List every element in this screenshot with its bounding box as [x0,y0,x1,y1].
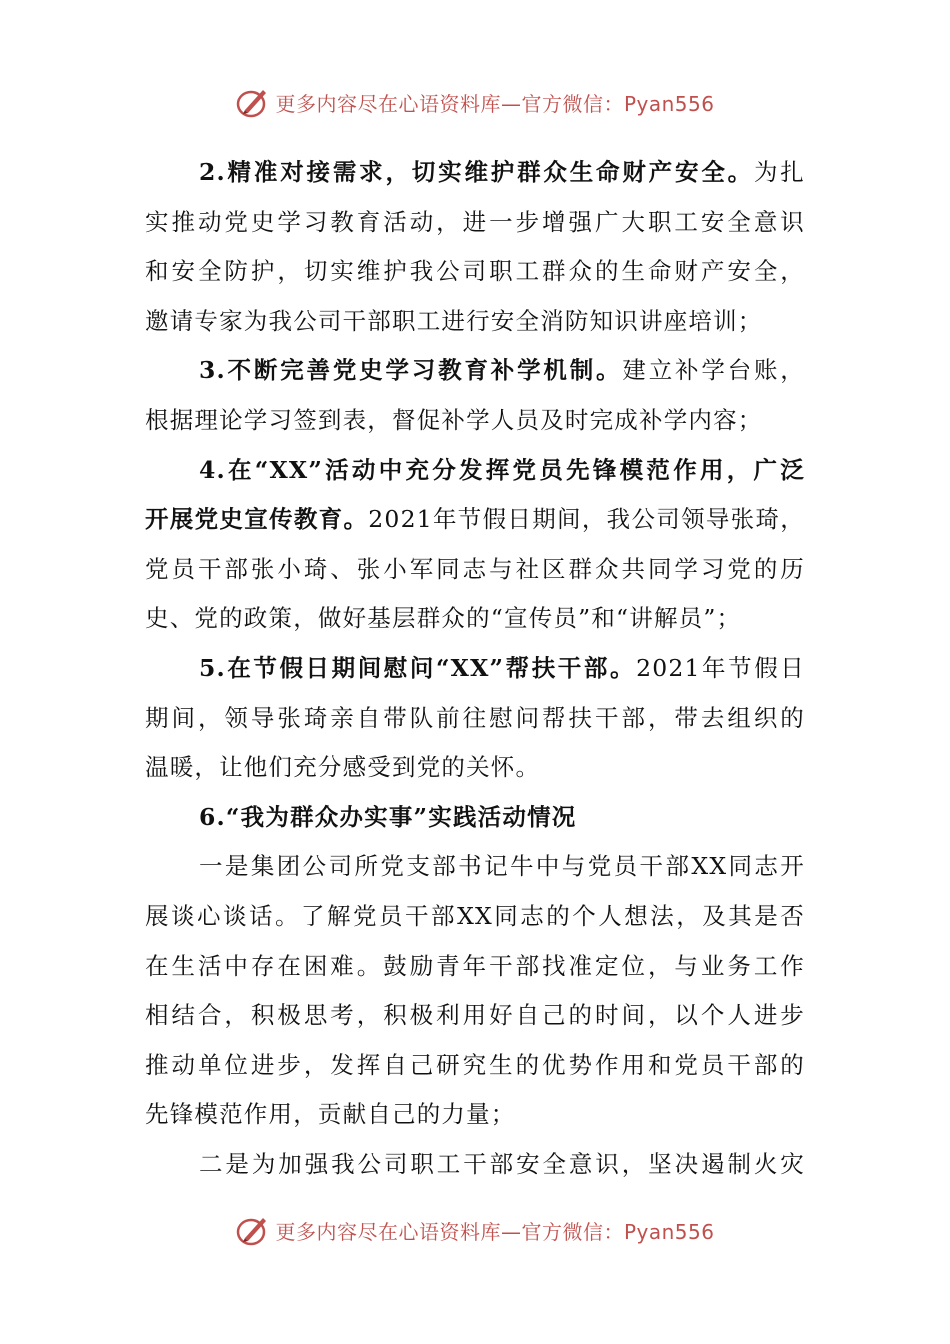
text-line [145,545,805,595]
bold-heading-text: 2.精准对接需求，切实维护群众生命财产安全。 [199,158,754,186]
body-text: 期间，领导张琦亲自带队前往慰问帮扶干部，带去组织的 [145,703,805,732]
body-text: 史、党的政策，做好基层群众的“宣传员”和“讲解员”； [145,604,742,633]
text-line [145,495,805,545]
footer-watermark-banner [0,1210,950,1250]
header-banner-text: 更多内容尽在心语资料库—官方微信：Pyan556 [275,91,715,116]
bold-heading-text: 5.在节假日期间慰问“XX”帮扶干部。 [199,653,637,682]
body-text: 二是为加强我公司职工干部安全意识，坚决遏制火灾 [199,1149,805,1178]
text-line [145,1041,805,1091]
text-line [145,1090,805,1140]
body-text: 展谈心谈话。了解党员干部XX同志的个人想法，及其是否 [145,901,805,930]
text-line [145,346,805,396]
text-line [145,793,805,843]
text-line [145,247,805,297]
body-text: 先锋模范作用，贡献自己的力量； [145,1100,516,1129]
text-line [145,694,805,744]
body-text: 邀请专家为我公司干部职工进行安全消防知识讲座培训； [145,306,763,335]
header-watermark-banner [0,82,950,122]
text-line [145,991,805,1041]
body-text: 和安全防护，切实维护我公司职工群众的生命财产安全， [145,257,805,286]
footer-banner-text: 更多内容尽在心语资料库—官方微信：Pyan556 [275,1219,715,1244]
text-line [145,148,805,198]
pen-circle-logo-icon [235,84,271,120]
body-text: 在生活中存在困难。鼓励青年干部找准定位，与业务工作 [145,951,805,980]
body-text: 一是集团公司所党支部书记牛中与党员干部XX同志开 [199,852,805,881]
text-line [145,1140,805,1190]
text-line [145,942,805,992]
body-text: 根据理论学习签到表，督促补学人员及时完成补学内容； [145,405,763,434]
document-body [145,148,805,1189]
body-text: 党员干部张小琦、张小军同志与社区群众共同学习党的历 [145,554,805,583]
bold-heading-text: 6.“我为群众办实事”实践活动情况 [199,802,577,831]
body-text: 建立补学台账， [622,356,805,385]
bold-heading-text: 开展党史宣传教育。 [145,505,369,534]
text-line [145,842,805,892]
body-text: 2021年节假日 [636,653,805,682]
body-text: 为扎 [753,158,805,186]
body-text: 温暖，让他们充分感受到党的关怀。 [145,753,541,782]
text-line [145,396,805,446]
body-text: 推动单位进步，发挥自己研究生的优势作用和党员干部的 [145,1050,805,1079]
body-text: 相结合，积极思考，积极利用好自己的时间，以个人进步 [145,1001,805,1030]
bold-heading-text: 4.在“XX”活动中充分发挥党员先锋模范作用，广泛 [199,455,805,484]
body-text: 2021年节假日期间，我公司领导张琦， [368,505,805,534]
text-line [145,297,805,347]
body-text: 实推动党史学习教育活动，进一步增强广大职工安全意识 [145,207,805,236]
text-line [145,644,805,694]
text-line [145,594,805,644]
bold-heading-text: 3.不断完善党史学习教育补学机制。 [199,356,623,385]
text-line [145,892,805,942]
text-line [145,446,805,496]
text-line [145,743,805,793]
text-line [145,198,805,248]
pen-circle-logo-icon [235,1212,271,1248]
